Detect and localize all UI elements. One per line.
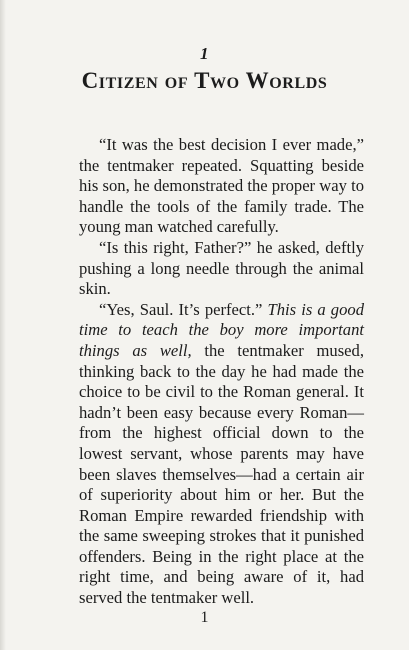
chapter-number: 1 — [200, 44, 209, 63]
page-number: 1 — [200, 609, 209, 626]
page-gutter-shadow — [0, 0, 6, 650]
paragraph-3-dialogue: “Yes, Saul. It’s perfect.” — [99, 299, 268, 319]
paragraph-2: “Is this right, Father?” he asked, deftly pushing a long needle through the animal skin. — [79, 237, 364, 299]
paragraph-1: “It was the best decision I ever made,” the tentmaker repeated. Squatting beside his son, he demonstrated the proper way to handle the tools of the family trade. The young man watched carefully. — [79, 135, 364, 237]
paragraph-3-narration: the tentmaker mused, thinking back to the day he had made the choice to be civil to the Roman general. It hadn’t been easy because every Roman—from the highest official down to the lowest servant, whose parents may have been slaves themselves—had a certain air of superiority about him or her. But the Roman Empire rewarded friendship with the same sweeping strokes that it punished offenders. Being in the right place at the right time, and being aware of it, had served the tentmaker well. — [79, 340, 364, 608]
chapter-body — [79, 135, 364, 609]
paragraph-3 — [79, 300, 364, 609]
paragraph-3-thought: This is a good time to teach the boy more important things as well, — [79, 299, 364, 360]
chapter-title: Citizen of Two Worlds — [81, 68, 328, 93]
